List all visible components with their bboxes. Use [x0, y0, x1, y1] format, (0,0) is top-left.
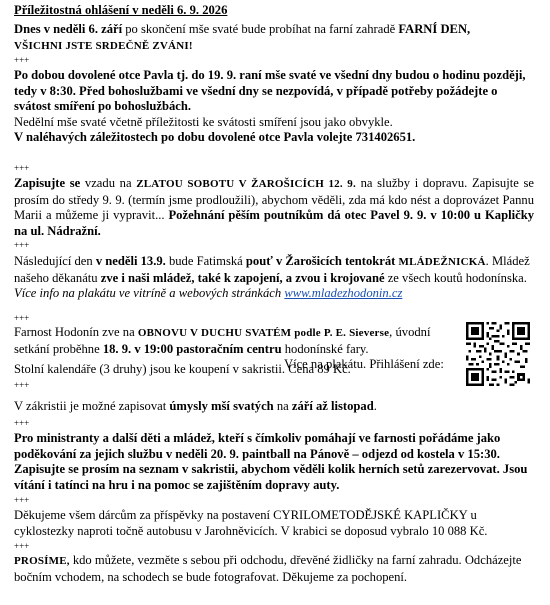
separator: +++ [14, 418, 30, 428]
text-bold-caps: VŠICHNI JSTE SRDEČNĚ ZVÁNI! [14, 39, 193, 52]
text-bold-caps: MLÁDEŽNICKÁ [398, 256, 486, 268]
text-bold: zve i naši mládež, také k zapojení, a zvou i krojované [100, 270, 385, 285]
announcement-parish-day [14, 22, 534, 54]
text-bold-caps: ZLATOU SOBOTU V ŽAROŠICÍCH 12. 9. [136, 178, 356, 190]
text: hodonínské fary. [281, 341, 369, 356]
separator: +++ [14, 380, 30, 390]
text: kdo můžete, vezměte s sebou při odchodu, dřevěné židličky na farní zahradu. Odcházejte bočním vchodem, na schodech se bude fotografovat. Děkujeme za pochopení. [14, 553, 522, 584]
announcement-chapel-donations [14, 508, 534, 539]
text-bold: v neděli 13.9. [95, 254, 166, 268]
text-italic: Více info na plakátu ve vitríně a webových stránkách [14, 286, 285, 300]
text: . Mládež našeho děkanátu [14, 254, 530, 285]
text: ze všech koutů hodonínska. [384, 270, 527, 285]
text: Děkujeme všem dárcům za příspěvky na postavení CYRILOMETODĚJSKÉ KAPLIČKY u cyklostezky naproti točně autobusu v Jarohněvicích. V krabici se doposud vybralo 10 088 Kč. [14, 508, 488, 538]
page-title: Příležitostná ohlášení v neděli 6. 9. 2026 [14, 3, 228, 17]
text: bude Fatimská [165, 254, 246, 268]
announcement-paintball [14, 431, 534, 493]
text: na [273, 399, 292, 413]
text-bold: FARNÍ DEN, [398, 22, 471, 36]
text: vzadu na [80, 176, 137, 190]
text-bold: září až listopad [291, 399, 374, 413]
separator: +++ [14, 541, 30, 551]
text: V zákristii je možné zapisovat [14, 399, 170, 413]
text-bold: Pro ministranty a další děti a mládež, kteří s čímkoliv pomáhají ve farnosti pořádáme jako poděkování za jejich službu v neděli 20. 9. paintball na Pánově – odjezd od kostela v 15:30. Zapisujte se prosím na seznam v sakristii, abychom věděli kolik herních setů zarezervovat. Jsou vítání i tatínci na hru i na pomoc se zajištěním dopravy auty. [14, 431, 528, 492]
text-bold: v Žarošicích tentokrát [272, 254, 399, 268]
announcement-calendars [14, 362, 534, 378]
text: Více na plakátu. Přihlášení zde: [284, 357, 444, 371]
text-bold: V naléhavých záležitostech po dobu dovolené otce Pavla volejte 731402651. [14, 130, 416, 144]
announcement-vacation [14, 68, 534, 146]
announcement-chairs [14, 553, 534, 585]
text: Následující den [14, 254, 96, 268]
announcement-golden-saturday [14, 176, 534, 239]
announcement-fatima-pilgrimage [14, 254, 534, 302]
announcement-mass-intentions [14, 399, 534, 415]
text: po skončení mše svaté bude probíhat na farní zahradě [122, 22, 399, 36]
text-bold: Po dobou dovolené otce Pavla tj. do 19. 9. raní mše svaté ve všední dny budou o hodinu později, tedy v 8:30. Před bohoslužbami ve všední dny se nezpovídá, v případě potřeby požádejte o svátost smíření po bohoslužbách. [14, 68, 526, 113]
separator: +++ [14, 240, 30, 250]
text: Nedělní mše svaté včetně příležitosti ke svátosti smíření jsou jako obvykle. [14, 114, 393, 129]
text: na služby i dopravu. Zapisujte se prosím do středy 9. 9. (termín jsme prodloužili), abychom věděli, zda má kdo nést a doprovázet Pannu Marii a můžeme ji vypravit... [14, 176, 534, 222]
separator: +++ [14, 55, 30, 65]
text: Stolní kalendáře (3 druhy) jsou ke koupení v sakristii. Cena 89 Kč. [14, 362, 351, 376]
text-bold-caps: OBNOVU V DUCHU SVATÉM podle P. E. Sieverse [137, 327, 390, 339]
text-bold: 18. 9. v 19:00 pastoračním centru [102, 341, 282, 356]
text-bold: úmysly mší svatých [169, 399, 274, 413]
text: , úvodní setkání proběhne [14, 325, 431, 356]
text: Farnost Hodonín zve na [14, 325, 138, 339]
text-bold: Požehnání pěším poutníkům dá otec Pavel 9. 9. v 10:00 u Kapličky na ul. Nádražní. [14, 208, 534, 238]
separator: +++ [14, 313, 30, 323]
separator: +++ [14, 163, 30, 173]
separator: +++ [14, 495, 30, 505]
website-link[interactable]: www.mladezhodonin.cz [284, 286, 403, 300]
text-bold: Zapisujte se [14, 176, 81, 190]
text: . [373, 399, 377, 413]
text-bold: Dnes v neděli 6. září [14, 22, 123, 36]
text-bold-caps: PROSÍME, [14, 555, 70, 567]
text-bold: pouť [245, 254, 273, 268]
